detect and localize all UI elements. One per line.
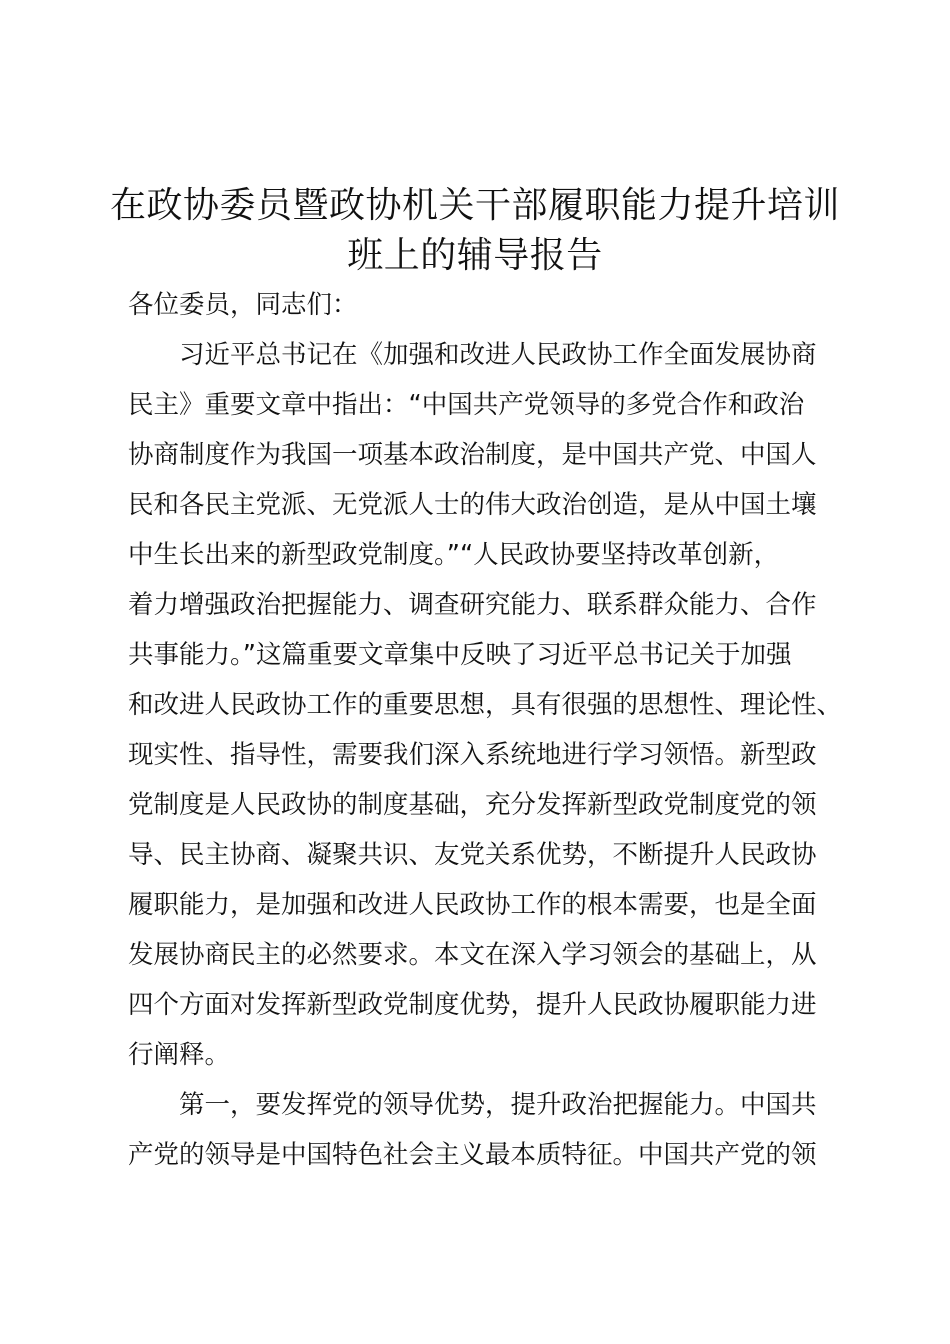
- paragraph-line: 产党的领导是中国特色社会主义最本质特征。中国共产党的领: [128, 1140, 817, 1170]
- paragraph-line: 和改进人民政协工作的重要思想，具有很强的思想性、理论性、: [128, 690, 843, 720]
- paragraph-line: 民主》重要文章中指出：“中国共产党领导的多党合作和政治: [128, 390, 805, 420]
- paragraph-line: 导、民主协商、凝聚共识、友党关系优势，不断提升人民政协: [128, 840, 817, 870]
- paragraph-line: 协商制度作为我国一项基本政治制度，是中国共产党、中国人: [128, 440, 817, 470]
- document-title-line-1: 在政协委员暨政协机关干部履职能力提升培训: [109, 185, 840, 226]
- paragraph-line: 第一，要发挥党的领导优势，提升政治把握能力。中国共: [179, 1090, 817, 1120]
- paragraph-line: 习近平总书记在《加强和改进人民政协工作全面发展协商: [179, 340, 817, 370]
- paragraph-line: 行阐释。: [128, 1040, 231, 1070]
- document-body: [128, 280, 848, 1180]
- paragraph-line: 中生长出来的新型政党制度。”“人民政协要坚持改革创新，: [128, 540, 780, 570]
- paragraph-line: 履职能力，是加强和改进人民政协工作的根本需要，也是全面: [128, 890, 817, 920]
- paragraph-line: 共事能力。”这篇重要文章集中反映了习近平总书记关于加强: [128, 640, 792, 670]
- paragraph-line: 四个方面对发挥新型政党制度优势，提升人民政协履职能力进: [128, 990, 817, 1020]
- paragraph-line: 党制度是人民政协的制度基础，充分发挥新型政党制度党的领: [128, 790, 817, 820]
- paragraph-2: [128, 1080, 848, 1180]
- paragraph-line: 发展协商民主的必然要求。本文在深入学习领会的基础上，从: [128, 940, 817, 970]
- paragraph-line: 着力增强政治把握能力、调查研究能力、联系群众能力、合作: [128, 590, 817, 620]
- document-title-line-2: 班上的辅导报告: [347, 235, 603, 276]
- salutation: 各位委员，同志们：: [128, 290, 358, 320]
- paragraph-1: [128, 330, 848, 1080]
- paragraph-line: 现实性、指导性，需要我们深入系统地进行学习领悟。新型政: [128, 740, 817, 770]
- paragraph-line: 民和各民主党派、无党派人士的伟大政治创造，是从中国土壤: [128, 490, 817, 520]
